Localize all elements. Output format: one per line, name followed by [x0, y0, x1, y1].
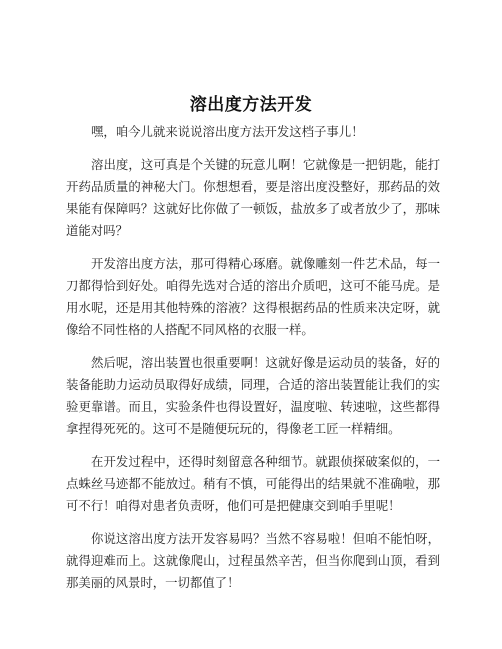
paragraph-apparatus: 然后呢，溶出装置也很重要啊！这就好像是运动员的装备，好的装备能助力运动员取得好成绩，同理，合适的溶出装置能让我们的实验更靠谱。而且，实验条件也得设置好，温度啦、转速啦，这些都得拿捏得死死的。这可不是随便玩玩的，得像老工匠一样精细。: [66, 355, 440, 436]
paragraph-medium: 开发溶出度方法，那可得精心琢磨。就像雕刻一件艺术品，每一刀都得恰到好处。咱得先选对合适的溶出介质吧，这可不能马虎。是用水呢，还是用其他特殊的溶液？这得根据药品的性质来决定呀，就像给不同性格的人搭配不同风格的衣服一样。: [66, 256, 440, 337]
paragraph-importance: 溶出度，这可真是个关键的玩意儿啊！它就像是一把钥匙，能打开药品质量的神秘大门。你想想看，要是溶出度没整好，那药品的效果能有保障吗？这就好比你做了一顿饭，盐放多了或者放少了，那味道能对吗？: [66, 157, 440, 238]
paragraph-conclusion: 你说这溶出度方法开发容易吗？当然不容易啦！但咱不能怕呀，就得迎难而上。这就像爬山，过程虽然辛苦，但当你爬到山顶，看到那美丽的风景时，一切都值了！: [66, 531, 440, 590]
document-body: [66, 121, 440, 605]
paragraph-intro: 嘿，咱今儿就来说说溶出度方法开发这档子事儿！: [91, 124, 364, 139]
document-title: 溶出度方法开发: [189, 95, 313, 115]
paragraph-details: 在开发过程中，还得时刻留意各种细节。就跟侦探破案似的，一点蛛丝马迹都不能放过。稍有不慎，可能得出的结果就不准确啦，那可不行！咱得对患者负责呀，他们可是把健康交到咱手里呢！: [66, 454, 440, 513]
